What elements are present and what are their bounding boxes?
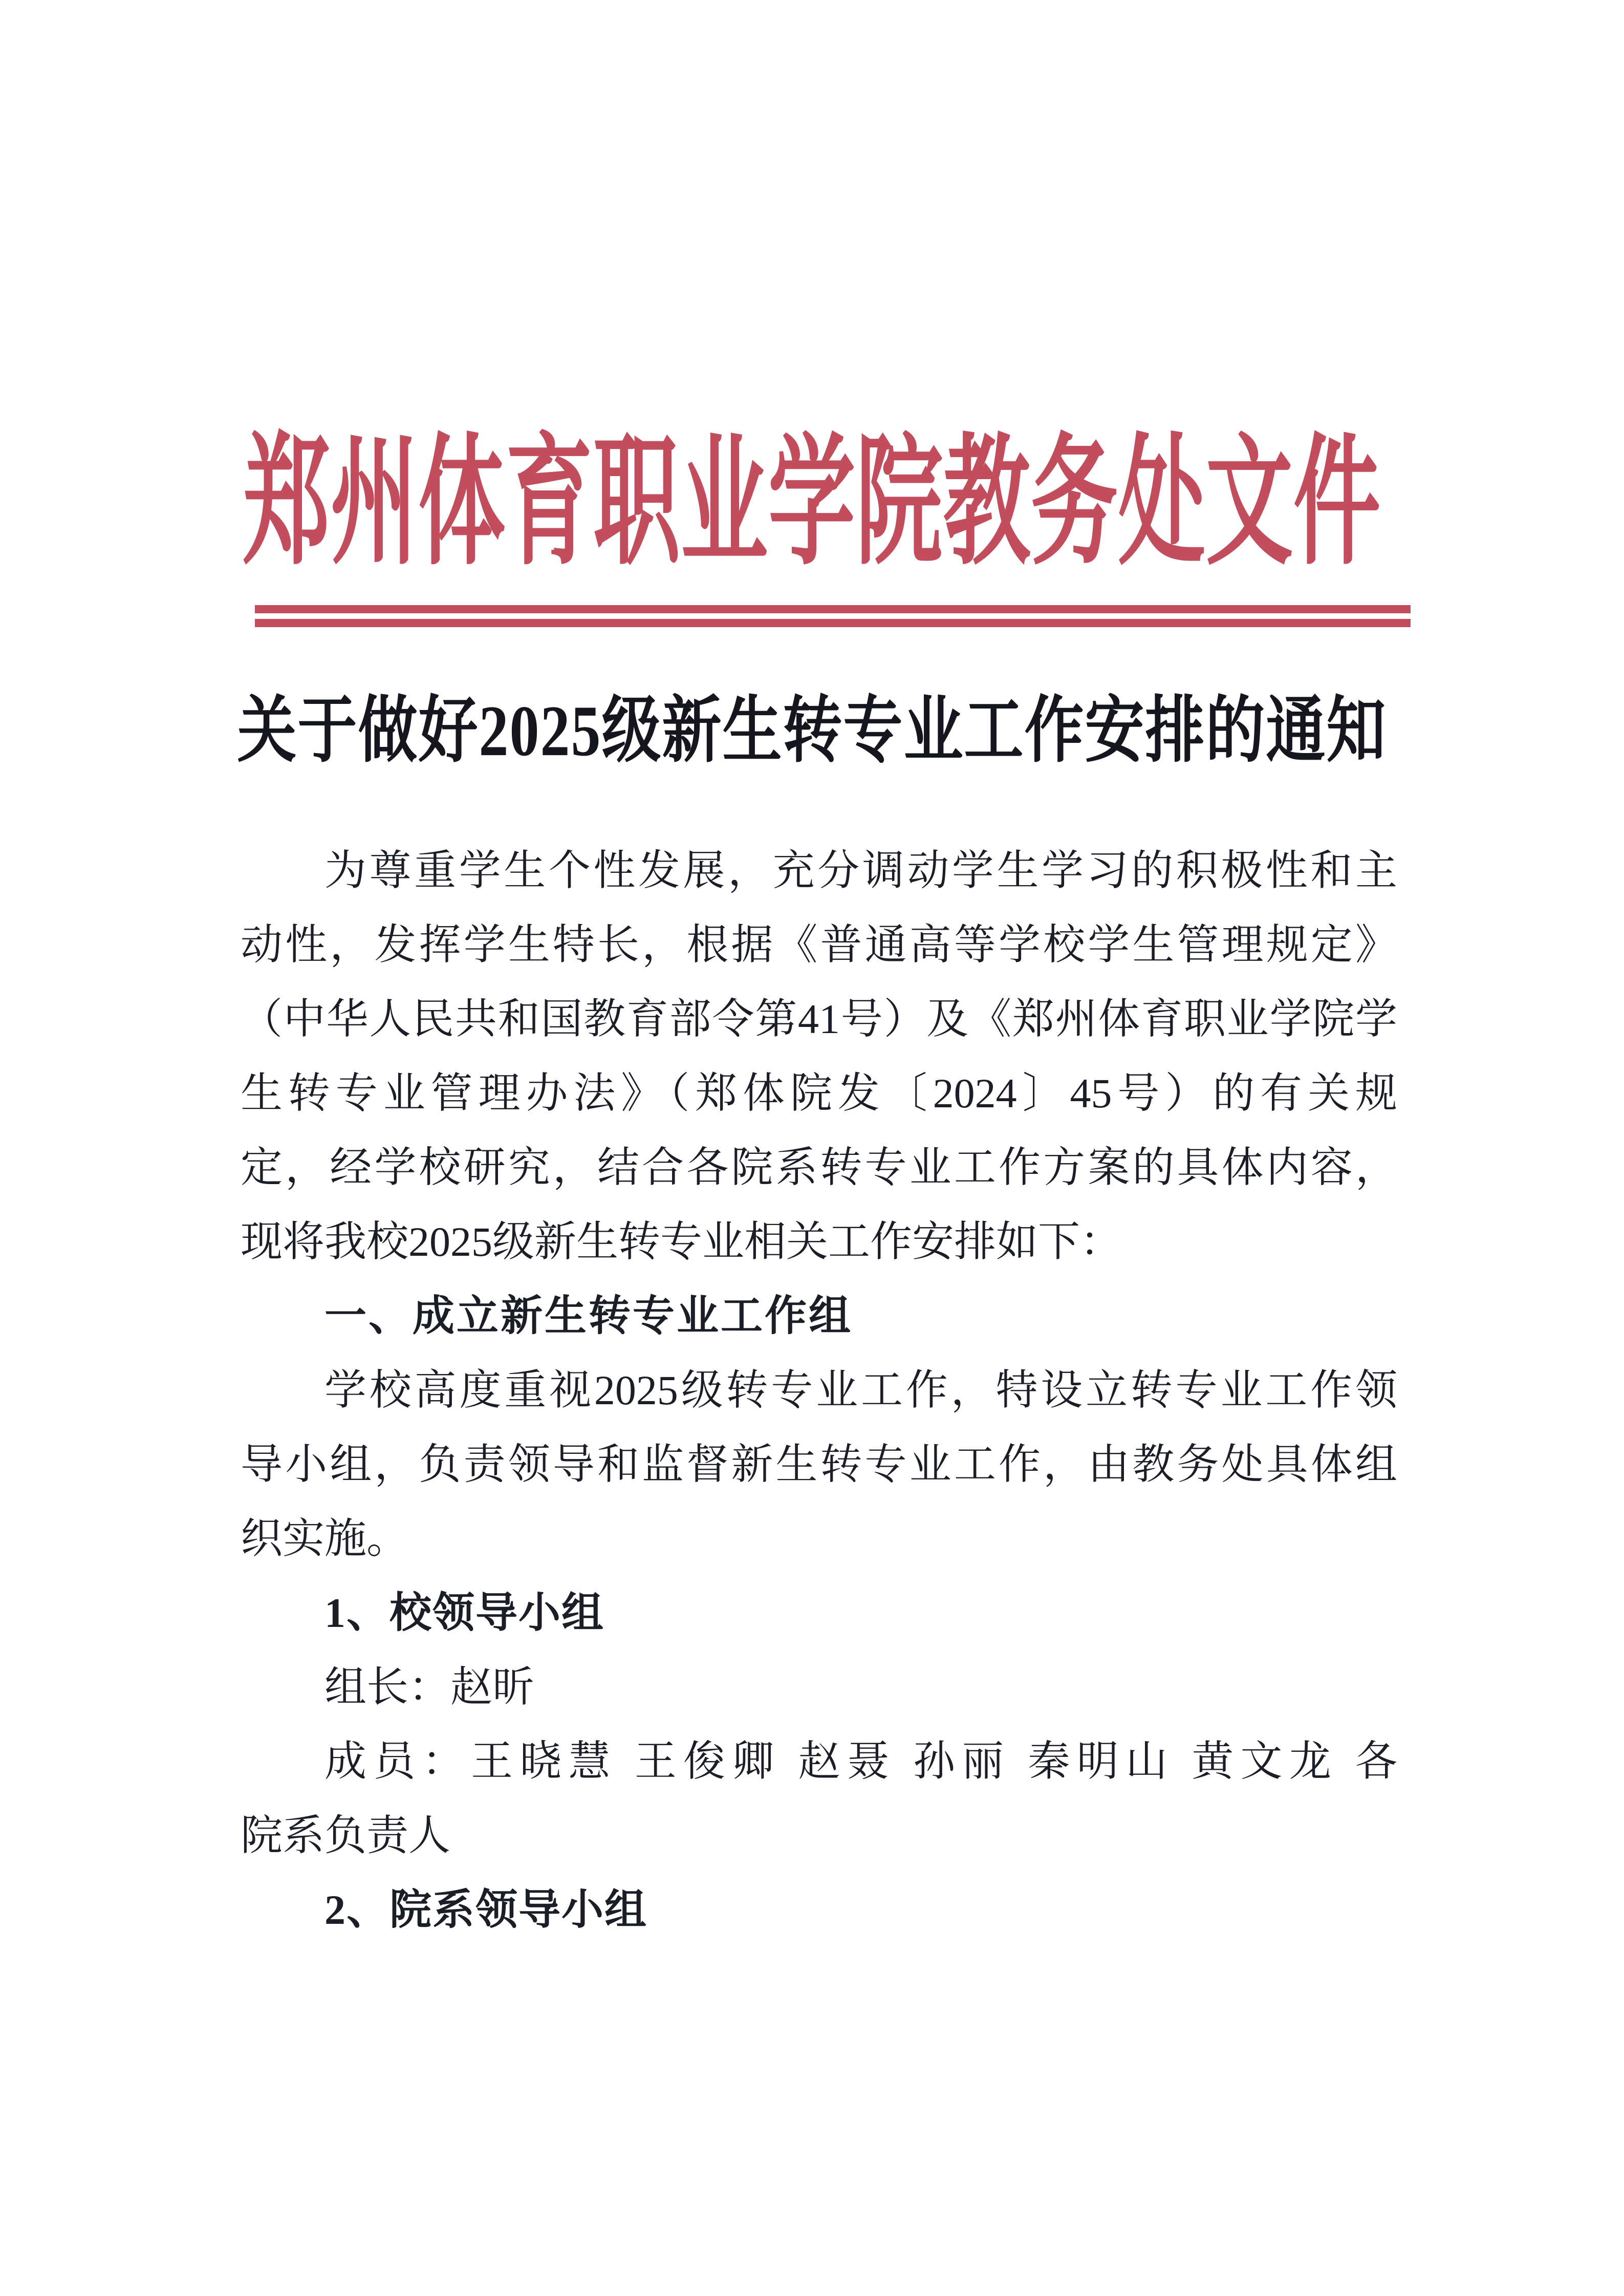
letterhead-issuer-title: 郑州体育职业学院教务处文件	[243, 425, 1381, 582]
body-line: 导小组，负责领导和监督新生转专业工作，由教务处具体组	[241, 1441, 1397, 1488]
leader-line: 组长：赵昕	[324, 1664, 535, 1710]
subsection-heading: 1、校领导小组	[324, 1590, 605, 1636]
body-line: 院系负责人	[241, 1812, 451, 1859]
body-line: 定，经学校研究，结合各院系转专业工作方案的具体内容，	[241, 1144, 1397, 1191]
body-line: 生转专业管理办法》（郑体院发〔2024〕45号）的有关规	[241, 1070, 1397, 1117]
subsection-heading: 2、院系领导小组	[324, 1886, 648, 1933]
body-line: 动性，发挥学生特长，根据《普通高等学校学生管理规定》	[241, 921, 1397, 968]
red-divider-line-top	[255, 605, 1411, 613]
body-line: 织实施。	[241, 1515, 409, 1562]
red-divider-line-bottom	[255, 619, 1411, 627]
members-line: 成员：王晓慧 王俊卿 赵聂 孙丽 秦明山 黄文龙 各	[324, 1738, 1397, 1785]
document-title: 关于做好2025级新生转专业工作安排的通知	[237, 691, 1387, 771]
document-body	[241, 833, 1397, 1947]
body-line: 现将我校2025级新生转专业相关工作安排如下：	[241, 1218, 1122, 1265]
body-line: 学校高度重视2025级转专业工作，特设立转专业工作领	[324, 1367, 1397, 1413]
body-line: （中华人民共和国教育部令第41号）及《郑州体育职业学院学	[241, 996, 1397, 1042]
body-line: 为尊重学生个性发展，充分调动学生学习的积极性和主	[324, 847, 1397, 894]
section-heading: 一、成立新生转专业工作组	[324, 1293, 853, 1339]
